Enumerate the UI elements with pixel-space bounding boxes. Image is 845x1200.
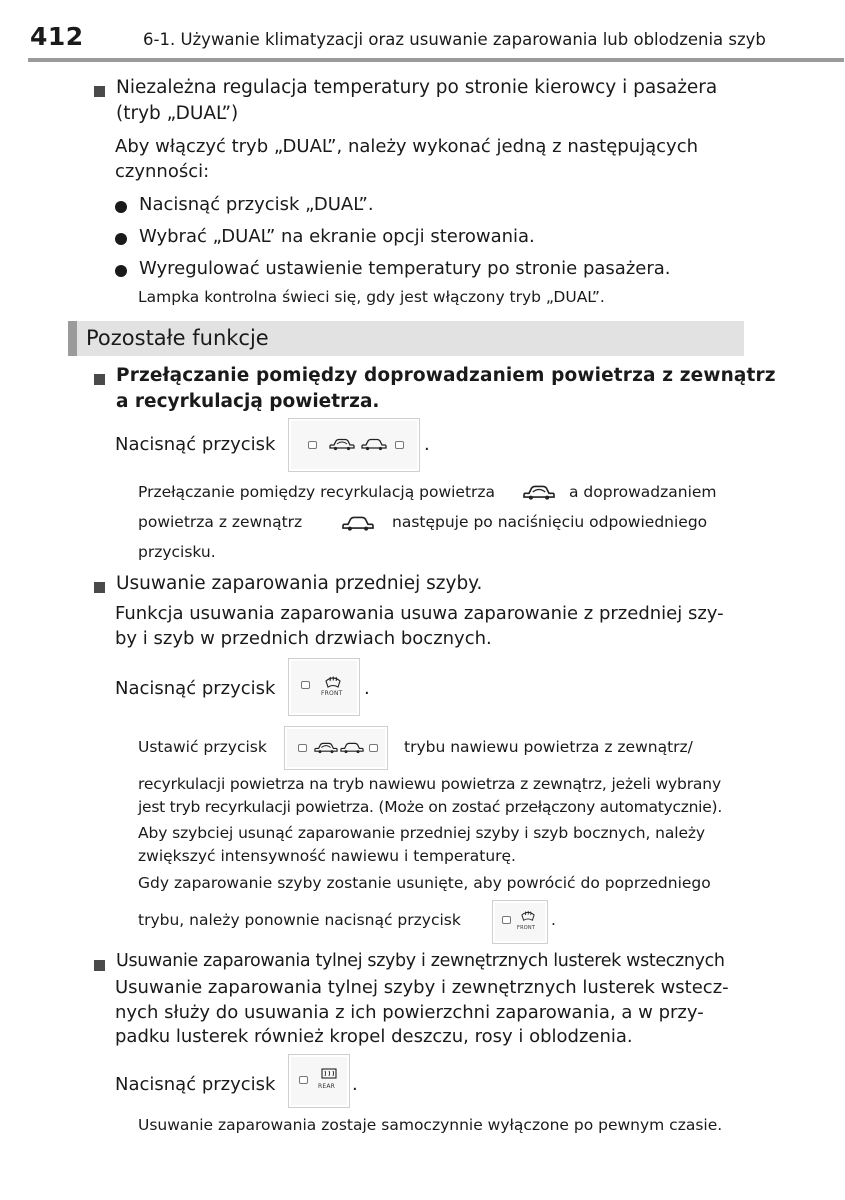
front-defrost-button[interactable] xyxy=(288,658,360,716)
dual-intro-line2: czynności: xyxy=(115,161,210,182)
front-note-line2: recyrkulacji powietrza na tryb nawiewu powietrza z zewnątrz, jeżeli wybrany xyxy=(138,775,721,793)
front-note-line7: trybu, należy ponownie nacisnąć przycisk xyxy=(138,911,461,929)
front-body-line2: by i szyb w przednich drzwiach bocznych. xyxy=(115,628,492,649)
bullet-dot-icon xyxy=(115,198,127,217)
page-number: 412 xyxy=(30,22,84,51)
rear-body-line3: padku lusterek również kropel deszczu, rosy i oblodzenia. xyxy=(115,1026,633,1047)
front-defrost-icon xyxy=(519,908,537,922)
heading-square-icon xyxy=(94,956,105,975)
recirc-note-e: przycisku. xyxy=(138,543,216,561)
rear-defrost-button[interactable] xyxy=(288,1054,350,1108)
front-defrost-icon xyxy=(323,673,343,689)
recirc-note-a: Przełączanie pomiędzy recyrkulacją powietrza xyxy=(138,483,496,501)
recirc-heading-line2: a recyrkulacją powietrza. xyxy=(116,391,380,412)
dual-heading-line2: (tryb „DUAL”) xyxy=(116,103,239,124)
front-note-line4: Aby szybciej usunąć zaparowanie przedniej szyby i szyb bocznych, należy xyxy=(138,824,705,842)
heading-square-icon xyxy=(94,578,105,597)
dual-bullet-2: Wybrać „DUAL” na ekranie opcji sterowania. xyxy=(139,226,535,247)
bullet-dot-icon xyxy=(115,262,127,281)
header-rule xyxy=(28,58,844,62)
running-title: 6-1. Używanie klimatyzacji oraz usuwanie zaparowania lub oblodzenia szyb xyxy=(143,30,766,49)
indicator-led xyxy=(298,744,307,752)
recirc-heading-line1: Przełączanie pomiędzy doprowadzaniem powietrza z zewnątrz xyxy=(116,365,776,386)
recirculation-icon xyxy=(329,436,355,452)
front-button-label: FRONT xyxy=(321,690,343,697)
front-note-line6: Gdy zaparowanie szyby zostanie usunięte, aby powrócić do poprzedniego xyxy=(138,874,711,892)
front-note-line3: jest tryb recyrkulacji powietrza. (Może on zostać przełączony automatycznie). xyxy=(138,798,723,816)
front-note-line5: zwiększyć intensywność nawiewu i temperaturę. xyxy=(138,847,516,865)
front-note-period: . xyxy=(551,911,556,929)
recirc-press-text: Nacisnąć przycisk xyxy=(115,434,276,455)
air-intake-button[interactable] xyxy=(288,418,420,472)
recirc-note-b: a doprowadzaniem xyxy=(569,483,717,501)
recirculation-icon xyxy=(314,740,338,755)
front-press-period: . xyxy=(364,678,370,699)
recirc-press-period: . xyxy=(424,434,430,455)
rear-body-line2: nych służy do usuwania z ich powierzchni zaparowania, a w przy- xyxy=(115,1002,704,1023)
rear-button-label: REAR xyxy=(318,1083,336,1090)
rear-heading: Usuwanie zaparowania tylnej szyby i zewnętrznych lusterek wstecznych xyxy=(116,951,725,971)
front-note-set-b: trybu nawiewu powietrza z zewnątrz/ xyxy=(404,738,693,756)
section-title: Pozostałe funkcje xyxy=(86,326,269,350)
rear-press-text: Nacisnąć przycisk xyxy=(115,1074,276,1095)
front-press-text: Nacisnąć przycisk xyxy=(115,678,276,699)
dual-heading-line1: Niezależna regulacja temperatury po stronie kierowcy i pasażera xyxy=(116,77,718,98)
rear-note: Usuwanie zaparowania zostaje samoczynnie wyłączone po pewnym czasie. xyxy=(138,1116,723,1134)
rear-press-period: . xyxy=(352,1074,358,1095)
dual-intro-line1: Aby włączyć tryb „DUAL”, należy wykonać jedną z następujących xyxy=(115,136,699,157)
dual-bullet-1: Nacisnąć przycisk „DUAL”. xyxy=(139,194,374,215)
heading-square-icon xyxy=(94,82,105,101)
indicator-led xyxy=(502,916,511,924)
outside-air-icon xyxy=(340,740,364,755)
dual-note: Lampka kontrolna świeci się, gdy jest włączony tryb „DUAL”. xyxy=(138,288,605,306)
heading-square-icon xyxy=(94,370,105,389)
front-heading: Usuwanie zaparowania przedniej szyby. xyxy=(116,573,483,594)
front-button-label: FRONT xyxy=(517,925,536,931)
outside-air-icon xyxy=(338,513,378,533)
air-intake-button[interactable] xyxy=(284,726,388,770)
rear-defrost-icon xyxy=(319,1066,339,1082)
section-accent xyxy=(68,321,77,356)
indicator-led xyxy=(308,441,317,449)
dual-bullet-3: Wyregulować ustawienie temperatury po stronie pasażera. xyxy=(139,258,671,279)
recirculation-icon xyxy=(518,482,560,502)
outside-air-icon xyxy=(361,436,387,452)
indicator-led xyxy=(301,681,310,689)
front-note-set-a: Ustawić przycisk xyxy=(138,738,267,756)
front-body-line1: Funkcja usuwania zaparowania usuwa zaparowanie z przedniej szy- xyxy=(115,603,724,624)
indicator-led xyxy=(395,441,404,449)
recirc-note-c: powietrza z zewnątrz xyxy=(138,513,303,531)
indicator-led xyxy=(299,1076,308,1084)
bullet-dot-icon xyxy=(115,230,127,249)
rear-body-line1: Usuwanie zaparowania tylnej szyby i zewnętrznych lusterek wstecz- xyxy=(115,977,729,998)
front-defrost-button[interactable] xyxy=(492,900,548,944)
recirc-note-d: następuje po naciśnięciu odpowiedniego xyxy=(392,513,708,531)
indicator-led xyxy=(369,744,378,752)
